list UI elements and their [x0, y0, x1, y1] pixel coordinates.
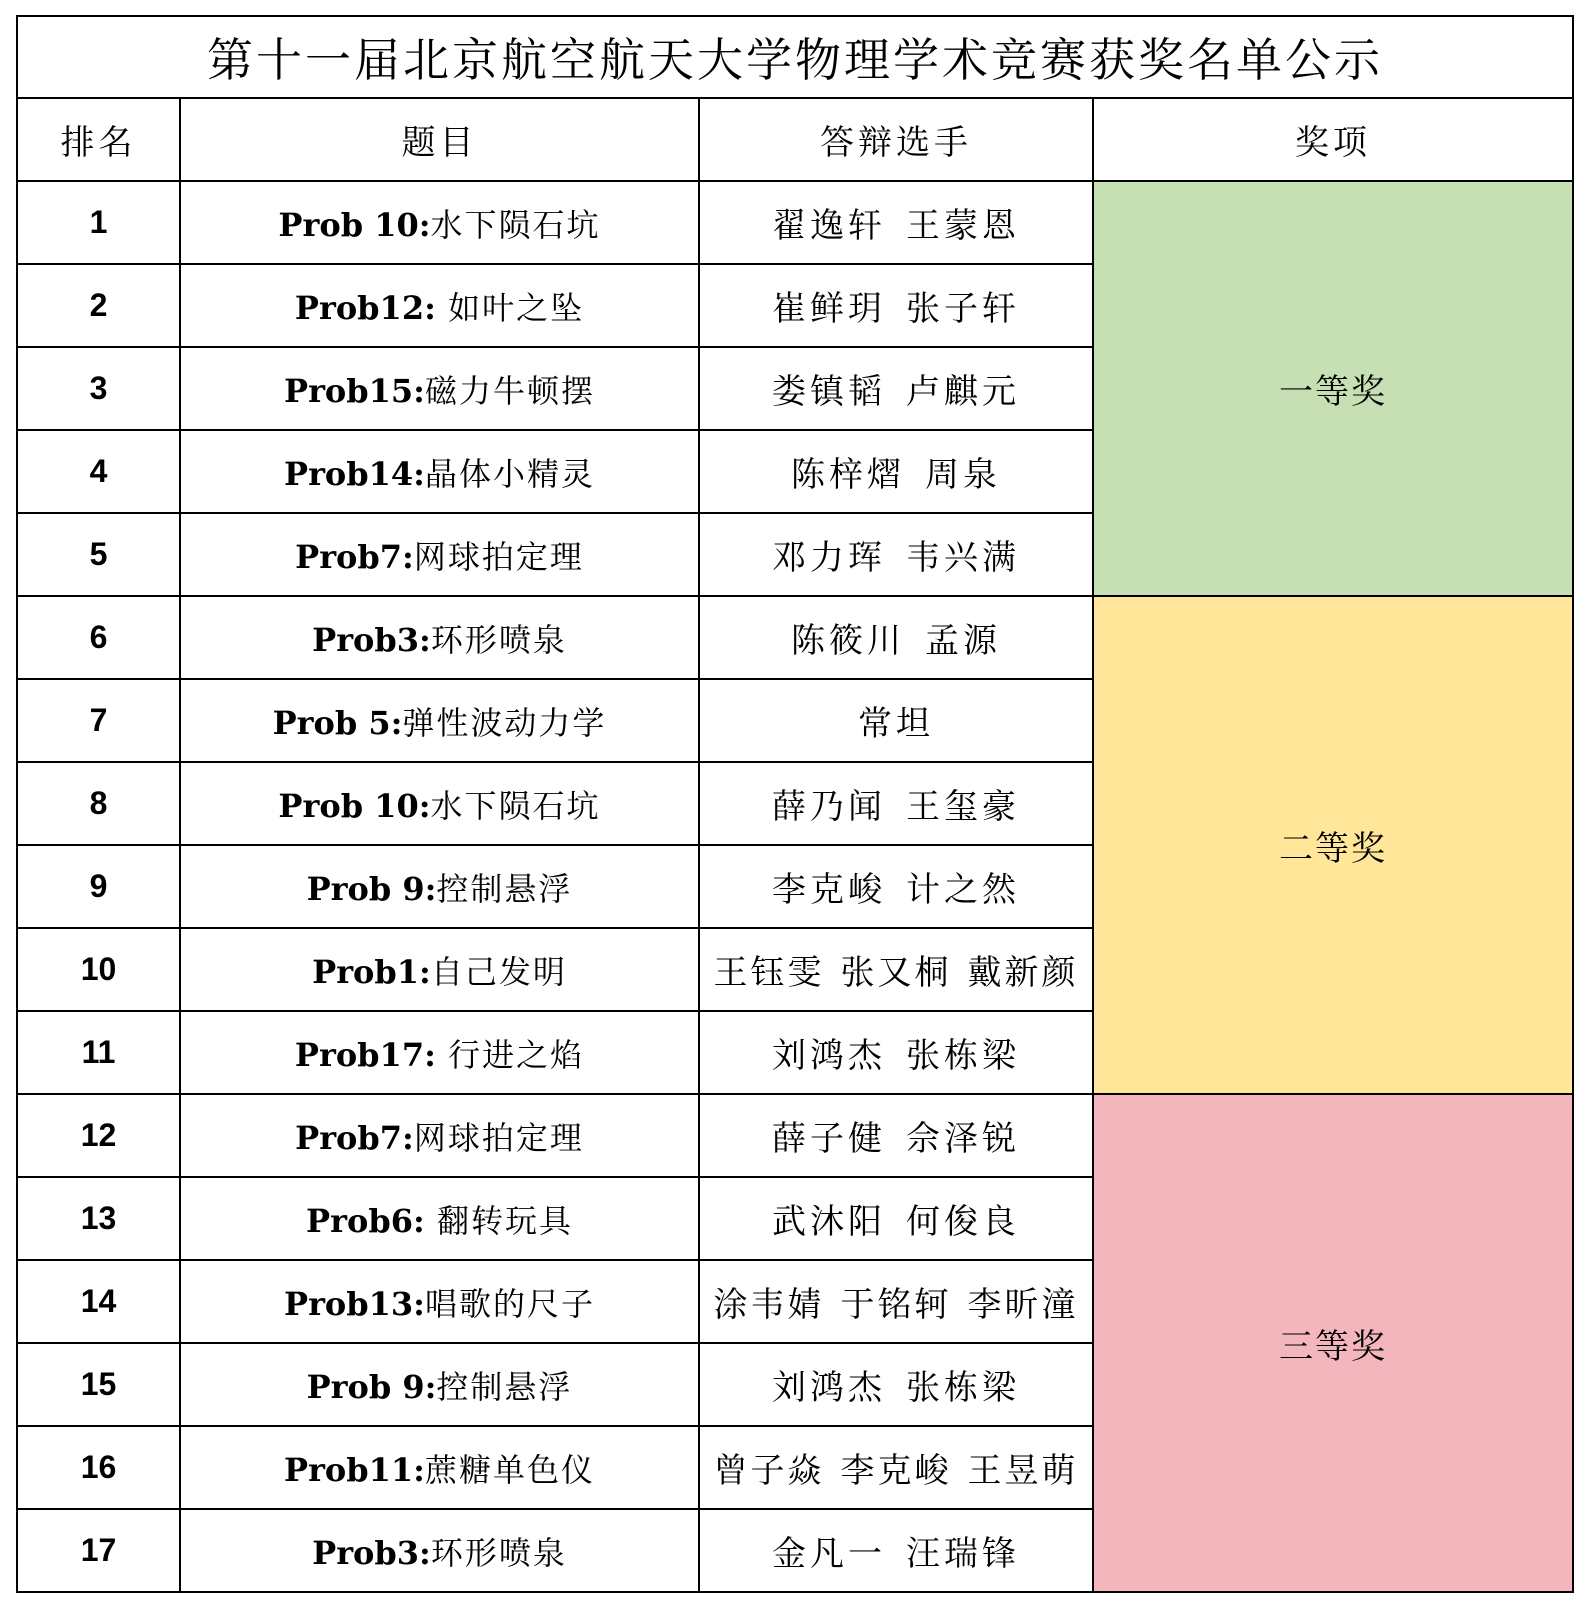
problem-topic: 网球拍定理 [413, 1118, 584, 1157]
player-name: 卢麒元 [906, 372, 1020, 412]
header-row [17, 98, 1573, 181]
player-name: 汪瑞锋 [906, 1534, 1020, 1574]
player-name: 韦兴满 [906, 538, 1020, 578]
problem-topic: 环形喷泉 [430, 620, 567, 659]
players-cell [699, 264, 1093, 347]
players-cell [699, 1094, 1093, 1177]
problem-topic: 晶体小精灵 [424, 454, 595, 493]
rank-cell: 14 [17, 1260, 180, 1343]
player-name: 王玺豪 [906, 787, 1020, 827]
player-name: 翟逸轩 [772, 206, 886, 246]
award-second-cell: 二等奖 [1093, 596, 1573, 1094]
problem-cell [180, 928, 699, 1011]
problem-code: Prob15: [284, 371, 425, 410]
players-cell [699, 762, 1093, 845]
player-name: 娄镇韬 [772, 372, 886, 412]
problem-code: Prob 5: [272, 703, 403, 742]
player-name: 李昕潼 [967, 1285, 1079, 1325]
rank-cell: 5 [17, 513, 180, 596]
award-first-cell: 一等奖 [1093, 181, 1573, 596]
problem-code: Prob 10: [278, 786, 431, 825]
player-name: 薛乃闻 [772, 787, 886, 827]
problem-cell [180, 1343, 699, 1426]
award-table [16, 15, 1574, 1593]
problem-code: Prob 9: [306, 869, 437, 908]
table-row [17, 596, 1573, 679]
rank-cell: 10 [17, 928, 180, 1011]
problem-topic: 行进之焰 [435, 1035, 585, 1074]
players-cell [699, 928, 1093, 1011]
players-cell [699, 1177, 1093, 1260]
rank-cell: 17 [17, 1509, 180, 1592]
player-name: 张栋梁 [906, 1368, 1020, 1408]
rank-cell: 3 [17, 347, 180, 430]
player-name: 王昱萌 [967, 1451, 1079, 1491]
player-name: 佘泽锐 [906, 1119, 1020, 1159]
rank-cell: 4 [17, 430, 180, 513]
players-cell [699, 1509, 1093, 1592]
player-name: 薛子健 [772, 1119, 886, 1159]
players-cell [699, 513, 1093, 596]
problem-code: Prob7: [295, 537, 414, 576]
problem-cell [180, 596, 699, 679]
player-name: 计之然 [906, 870, 1020, 910]
problem-topic: 水下陨石坑 [430, 205, 601, 244]
page-title: 第十一届北京航空航天大学物理学术竞赛获奖名单公示 [17, 16, 1573, 98]
award-third-cell: 三等奖 [1093, 1094, 1573, 1592]
problem-cell [180, 845, 699, 928]
problem-cell [180, 762, 699, 845]
table-row [17, 181, 1573, 264]
players-cell [699, 1011, 1093, 1094]
rank-cell: 11 [17, 1011, 180, 1094]
rank-cell: 12 [17, 1094, 180, 1177]
header-problem: 题目 [180, 98, 699, 181]
table-body [17, 181, 1573, 1592]
problem-code: Prob13: [284, 1284, 425, 1323]
problem-topic: 环形喷泉 [430, 1533, 567, 1572]
problem-cell [180, 513, 699, 596]
player-name: 武沐阳 [772, 1202, 886, 1242]
problem-topic: 弹性波动力学 [402, 703, 607, 742]
problem-code: Prob17: [294, 1035, 436, 1074]
player-name: 李克峻 [772, 870, 886, 910]
title-row [17, 16, 1573, 98]
rank-cell: 2 [17, 264, 180, 347]
problem-code: Prob 9: [306, 1367, 437, 1406]
rank-cell: 7 [17, 679, 180, 762]
players-cell [699, 679, 1093, 762]
problem-code: Prob12: [294, 288, 436, 327]
players-cell [699, 1260, 1093, 1343]
player-name: 于铭轲 [840, 1285, 952, 1325]
problem-code: Prob7: [295, 1118, 414, 1157]
players-cell [699, 1343, 1093, 1426]
player-name: 孟源 [925, 621, 1001, 661]
player-name: 何俊良 [906, 1202, 1020, 1242]
players-cell [699, 596, 1093, 679]
problem-topic: 翻转玩具 [424, 1201, 573, 1240]
problem-cell [180, 1260, 699, 1343]
player-name: 李克峻 [840, 1451, 952, 1491]
player-name: 陈筱川 [791, 621, 905, 661]
problem-topic: 控制悬浮 [436, 1367, 573, 1406]
header-players: 答辩选手 [699, 98, 1093, 181]
rank-cell: 16 [17, 1426, 180, 1509]
player-name: 王钰雯 [713, 953, 825, 993]
problem-cell [180, 1426, 699, 1509]
rank-cell: 13 [17, 1177, 180, 1260]
problem-topic: 自己发明 [430, 952, 567, 991]
header-rank: 排名 [17, 98, 180, 181]
players-cell [699, 430, 1093, 513]
rank-cell: 6 [17, 596, 180, 679]
problem-cell [180, 1509, 699, 1592]
player-name: 崔鲜玥 [772, 289, 886, 329]
problem-topic: 蔗糖单色仪 [424, 1450, 595, 1489]
problem-cell [180, 1011, 699, 1094]
problem-cell [180, 264, 699, 347]
problem-cell [180, 1094, 699, 1177]
problem-code: Prob 10: [278, 205, 431, 244]
player-name: 张子轩 [906, 289, 1020, 329]
player-name: 邓力珲 [772, 538, 886, 578]
rank-cell: 9 [17, 845, 180, 928]
problem-cell [180, 430, 699, 513]
player-name: 陈梓熠 [791, 455, 905, 495]
player-name: 涂韦婧 [713, 1285, 825, 1325]
players-cell [699, 181, 1093, 264]
problem-topic: 网球拍定理 [413, 537, 584, 576]
problem-topic: 磁力牛顿摆 [424, 371, 595, 410]
problem-code: Prob3: [312, 1533, 431, 1572]
player-name: 曾子焱 [713, 1451, 825, 1491]
player-name: 常坦 [858, 704, 934, 744]
player-name: 刘鸿杰 [772, 1036, 886, 1076]
player-name: 张栋梁 [906, 1036, 1020, 1076]
player-name: 王蒙恩 [906, 206, 1020, 246]
rank-cell: 8 [17, 762, 180, 845]
header-award: 奖项 [1093, 98, 1573, 181]
player-name: 戴新颜 [967, 953, 1079, 993]
rank-cell: 15 [17, 1343, 180, 1426]
problem-code: Prob11: [284, 1450, 425, 1489]
problem-code: Prob3: [312, 620, 431, 659]
player-name: 刘鸿杰 [772, 1368, 886, 1408]
problem-code: Prob14: [284, 454, 425, 493]
players-cell [699, 347, 1093, 430]
problem-code: Prob1: [312, 952, 431, 991]
player-name: 周泉 [925, 455, 1001, 495]
problem-topic: 控制悬浮 [436, 869, 573, 908]
problem-cell [180, 679, 699, 762]
problem-topic: 唱歌的尺子 [424, 1284, 595, 1323]
table-row [17, 1094, 1573, 1177]
player-name: 张又桐 [840, 953, 952, 993]
players-cell [699, 845, 1093, 928]
problem-topic: 如叶之坠 [435, 288, 585, 327]
problem-cell [180, 1177, 699, 1260]
problem-code: Prob6: [306, 1201, 425, 1240]
players-cell [699, 1426, 1093, 1509]
player-name: 金凡一 [772, 1534, 886, 1574]
problem-topic: 水下陨石坑 [430, 786, 601, 825]
rank-cell: 1 [17, 181, 180, 264]
problem-cell [180, 347, 699, 430]
problem-cell [180, 181, 699, 264]
